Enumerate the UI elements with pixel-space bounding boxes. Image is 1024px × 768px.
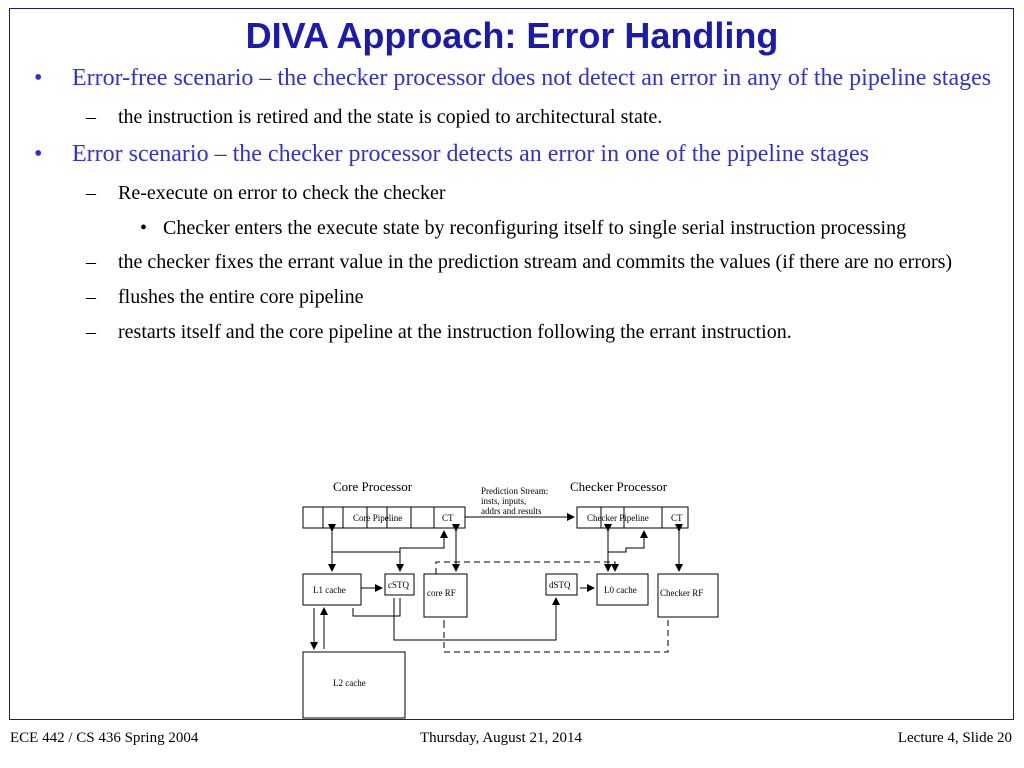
l1-cache-label: L1 cache — [313, 585, 346, 595]
checker-pipeline-label: Checker Pipeline — [587, 513, 649, 523]
bullet-marker: • — [34, 65, 43, 91]
bullet-error-scenario — [30, 140, 995, 169]
l2-cache-label: L2 cache — [333, 678, 366, 688]
dash-marker: – — [86, 286, 96, 308]
sub-bullet-reexecute — [30, 181, 995, 205]
footer-course: ECE 442 / CS 436 Spring 2004 — [10, 730, 199, 746]
slide-content — [30, 64, 995, 355]
core-rf-label: core RF — [427, 588, 456, 598]
sub-bullet-flushes — [30, 285, 995, 309]
sub-bullet-text: the checker fixes the errant value in the prediction stream and commits the values (if there are no errors) — [118, 251, 953, 273]
bullet-marker: • — [34, 141, 43, 167]
sub-bullet-restarts — [30, 320, 995, 344]
l0-cache-label: L0 cache — [604, 585, 637, 595]
sub-bullet-text: Re-execute on error to check the checker — [118, 182, 446, 204]
footer-slide-number: Lecture 4, Slide 20 — [897, 730, 1012, 746]
cstq-label: cSTQ — [388, 580, 409, 590]
sub-bullet-text: restarts itself and the core pipeline at the instruction following the errant instruction. — [118, 321, 792, 343]
bullet-text: Error-free scenario – the checker processor does not detect an error in any of the pipeline stages — [72, 65, 992, 91]
dash-marker: – — [86, 106, 96, 128]
dash-marker: – — [86, 321, 96, 343]
dstq-label: dSTQ — [549, 580, 571, 590]
sub-bullet-retired — [30, 105, 995, 129]
sub-bullet-text: the instruction is retired and the state is copied to architectural state. — [118, 106, 663, 128]
prediction-stream-line-2: insts, inputs, — [481, 496, 527, 506]
sub-sub-bullet-text: Checker enters the execute state by reconfiguring itself to single serial instruction processing — [163, 217, 907, 239]
slide-title: DIVA Approach: Error Handling — [245, 15, 779, 56]
checker-processor-label: Checker Processor — [570, 479, 668, 494]
sub-sub-bullet-execute-state — [30, 216, 995, 240]
checker-rf-label: Checker RF — [660, 588, 704, 598]
bullet-marker: • — [140, 217, 148, 239]
dash-marker: – — [86, 251, 96, 273]
dash-marker: – — [86, 182, 96, 204]
core-processor-label: Core Processor — [333, 479, 413, 494]
bullet-error-free — [30, 64, 995, 93]
prediction-stream-line-3: addrs and results — [481, 506, 542, 516]
core-pipeline-label: Core Pipeline — [353, 513, 403, 523]
footer-date: Thursday, August 21, 2014 — [420, 730, 582, 746]
core-ct-label: CT — [442, 513, 454, 523]
sub-bullet-fixes — [30, 250, 995, 274]
bullet-text: Error scenario – the checker processor detects an error in one of the pipeline stages — [72, 141, 869, 167]
diva-diagram — [296, 476, 736, 721]
sub-bullet-text: flushes the entire core pipeline — [118, 286, 364, 308]
checker-ct-label: CT — [671, 513, 683, 523]
prediction-stream-line-1: Prediction Stream: — [481, 486, 549, 496]
